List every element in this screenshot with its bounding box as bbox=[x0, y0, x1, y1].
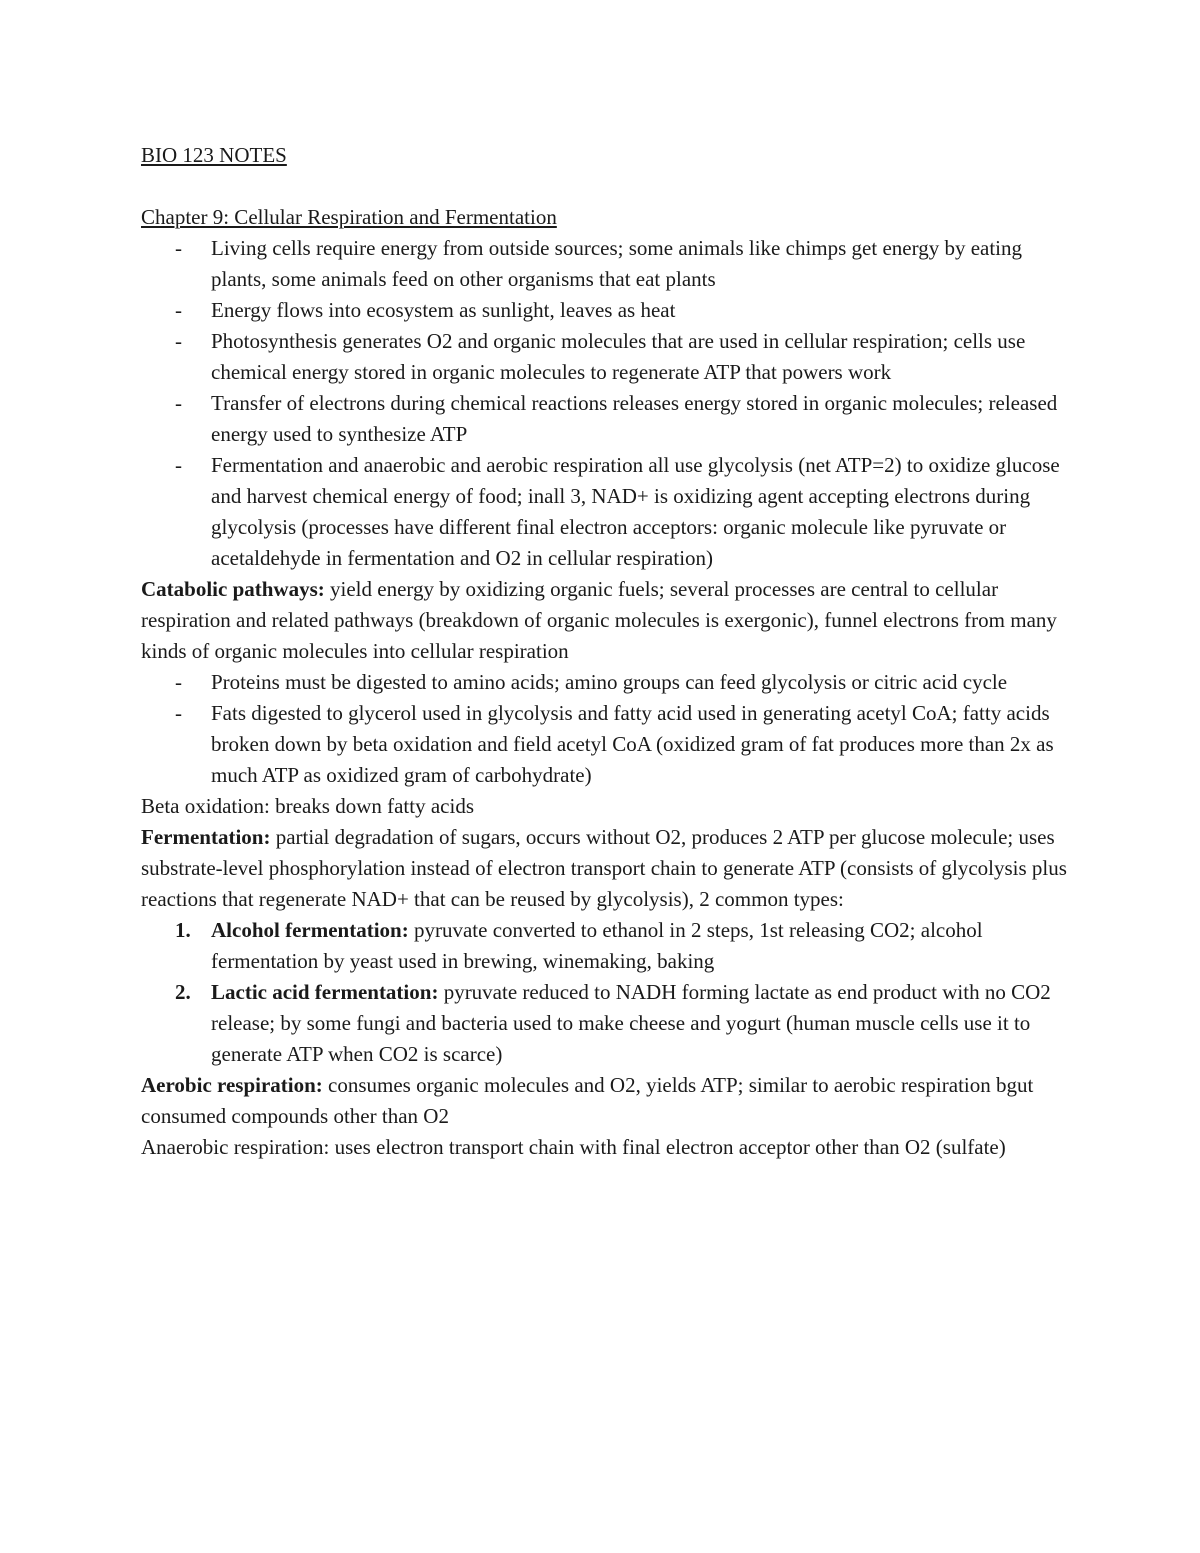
aerobic-text: consumes organic molecules and O2, yields ATP; similar to aerobic respiration bgut consumed compounds other than O2 bbox=[141, 1073, 1034, 1128]
fermentation-term: Fermentation: bbox=[141, 825, 271, 849]
fermentation-type-text: pyruvate reduced to NADH forming lactate as end product with no CO2 release; by some fungi and bacteria used to make cheese and yogurt (human muscle cells use it to generate ATP when CO2 is scarce) bbox=[211, 980, 1051, 1066]
catabolic-text: yield energy by oxidizing organic fuels; several processes are central to cellular respiration and related pathways (breakdown of organic molecules is exergonic), funnel electrons from many kinds of organic molecules into cellular respiration bbox=[141, 577, 1057, 663]
dash-marker: - bbox=[175, 391, 182, 415]
dash-marker: - bbox=[175, 236, 182, 260]
fermentation-paragraph bbox=[141, 822, 1071, 915]
document-page bbox=[141, 140, 1071, 1163]
chapter-heading: Chapter 9: Cellular Respiration and Fermentation bbox=[141, 205, 557, 229]
fermentation-type-text: pyruvate converted to ethanol in 2 steps, 1st releasing CO2; alcohol fermentation by yeast used in brewing, winemaking, baking bbox=[211, 918, 983, 973]
bullet-text: Transfer of electrons during chemical reactions releases energy stored in organic molecules; released energy used to synthesize ATP bbox=[211, 391, 1058, 446]
bullet-text: Energy flows into ecosystem as sunlight, leaves as heat bbox=[211, 298, 676, 322]
bullet-text: Living cells require energy from outside sources; some animals like chimps get energy by eating plants, some animals feed on other organisms that eat plants bbox=[211, 236, 1023, 291]
list-item bbox=[141, 233, 1071, 295]
dash-marker: - bbox=[175, 453, 182, 477]
bullet-text: Fermentation and anaerobic and aerobic respiration all use glycolysis (net ATP=2) to oxidize glucose and harvest chemical energy of food; inall 3, NAD+ is oxidizing agent accepting electrons during glycolysis (processes have different final electron acceptors: organic molecule like pyruvate or acetaldehyde in fermentation and O2 in cellular respiration) bbox=[211, 453, 1060, 570]
list-item bbox=[141, 977, 1071, 1070]
number-marker: 1. bbox=[175, 918, 191, 942]
fermentation-type-term: Alcohol fermentation: bbox=[211, 918, 409, 942]
dash-marker: - bbox=[175, 298, 182, 322]
bullet-text: Proteins must be digested to amino acids; amino groups can feed glycolysis or citric acid cycle bbox=[211, 670, 1008, 694]
dash-marker: - bbox=[175, 701, 182, 725]
list-item bbox=[141, 915, 1071, 977]
aerobic-term: Aerobic respiration: bbox=[141, 1073, 323, 1097]
list-item bbox=[141, 326, 1071, 388]
fermentation-types-list bbox=[141, 915, 1071, 1070]
bullet-text: Fats digested to glycerol used in glycolysis and fatty acid used in generating acetyl CoA; fatty acids broken down by beta oxidation and field acetyl CoA (oxidized gram of fat produces more than 2x as much ATP as oxidized gram of carbohydrate) bbox=[211, 701, 1054, 787]
catabolic-paragraph bbox=[141, 574, 1071, 667]
dash-marker: - bbox=[175, 329, 182, 353]
document-title: BIO 123 NOTES bbox=[141, 143, 287, 167]
aerobic-paragraph bbox=[141, 1070, 1071, 1132]
fermentation-type-term: Lactic acid fermentation: bbox=[211, 980, 439, 1004]
intro-bullet-list bbox=[141, 233, 1071, 574]
catabolic-term: Catabolic pathways: bbox=[141, 577, 325, 601]
dash-marker: - bbox=[175, 670, 182, 694]
catabolic-bullet-list bbox=[141, 667, 1071, 791]
beta-oxidation-line: Beta oxidation: breaks down fatty acids bbox=[141, 794, 474, 818]
list-item bbox=[141, 667, 1071, 698]
bullet-text: Photosynthesis generates O2 and organic molecules that are used in cellular respiration; cells use chemical energy stored in organic molecules to regenerate ATP that powers work bbox=[211, 329, 1026, 384]
number-marker: 2. bbox=[175, 980, 191, 1004]
anaerobic-paragraph: Anaerobic respiration: uses electron transport chain with final electron acceptor other than O2 (sulfate) bbox=[141, 1135, 1006, 1159]
list-item bbox=[141, 450, 1071, 574]
list-item bbox=[141, 698, 1071, 791]
list-item bbox=[141, 295, 1071, 326]
blank-line bbox=[141, 171, 1071, 202]
list-item bbox=[141, 388, 1071, 450]
fermentation-text: partial degradation of sugars, occurs without O2, produces 2 ATP per glucose molecule; uses substrate-level phosphorylation instead of electron transport chain to generate ATP (consists of glycolysis plus reactions that regenerate NAD+ that can be reused by glycolysis), 2 common types: bbox=[141, 825, 1067, 911]
